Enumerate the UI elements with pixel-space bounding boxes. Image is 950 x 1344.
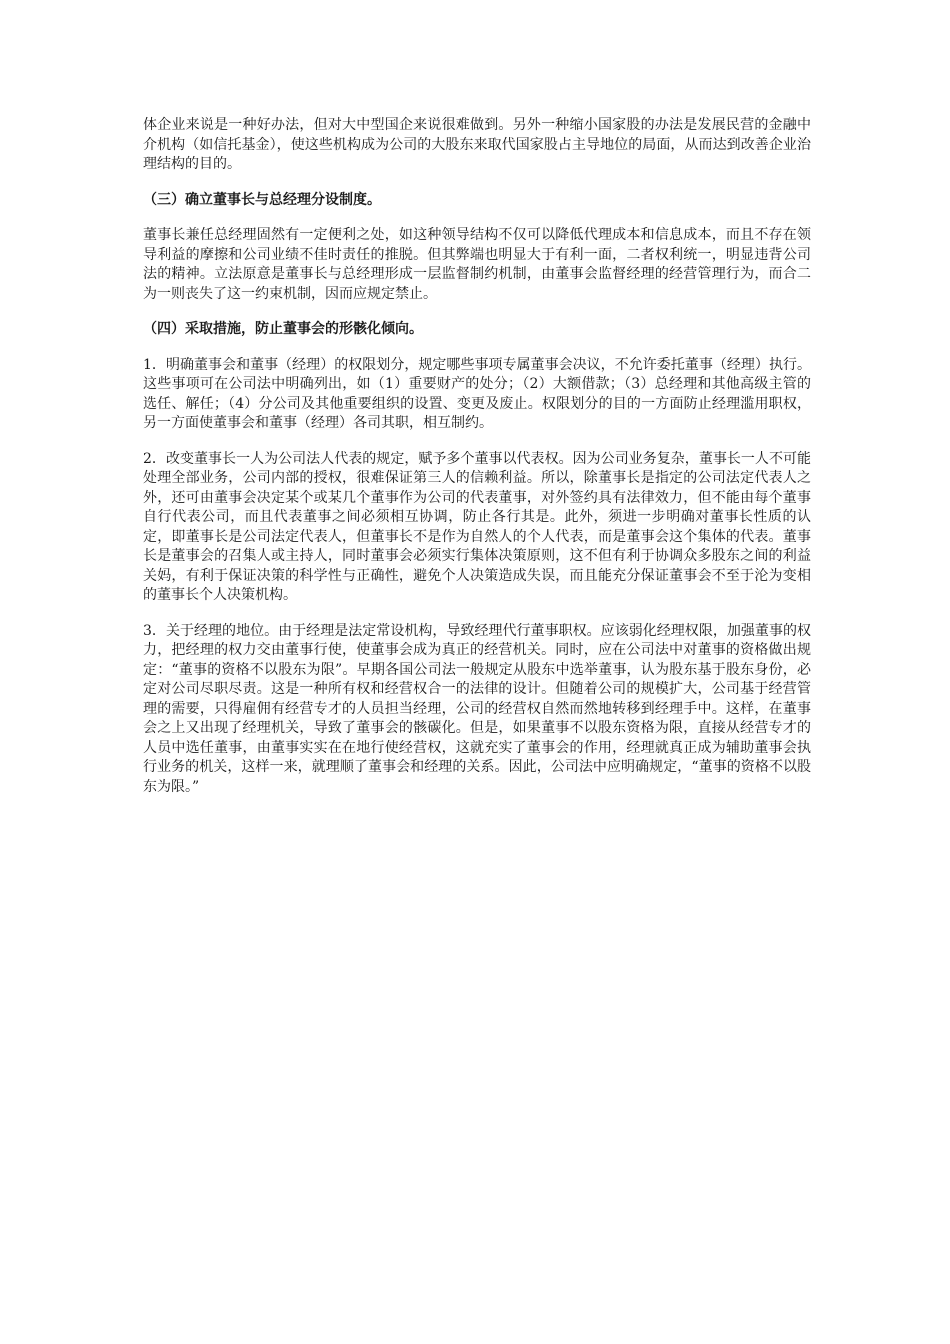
document-page (143, 116, 811, 813)
paragraph-chairman-ceo: 董事长兼任总经理固然有一定便利之处，如这种领导结构不仅可以降低代理成本和信息成本，而且不存在领导利益的摩擦和公司业绩不佳时责任的推脱。但其弊端也明显大于有利一面，二者权利统一，明显违背公司法的精神。立法原意是董事长与总经理形成一层监督制约机制，由董事会监督经理的经营管理行为，而合二为一则丧失了这一约束机制，因而应规定禁止。 (143, 227, 811, 302)
paragraph-intro: 体企业来说是一种好办法，但对大中型国企来说很难做到。另外一种缩小国家股的办法是发展民营的金融中介机构（如信托基金），使这些机构成为公司的大股东来取代国家股占主导地位的局面，从而达到改善企业治理结构的目的。 (143, 117, 811, 172)
section-heading-3: （三）确立董事长与总经理分设制度。 (143, 191, 381, 208)
paragraph-item-1: 1．明确董事会和董事（经理）的权限划分，规定哪些事项专属董事会决议，不允许委托董事（经理）执行。这些事项可在公司法中明确列出，如（1）重要财产的处分；（2）大额借款；（3）总经理和其他高级主管的选任、解任；（4）分公司及其他重要组织的设置、变更及废止。权限划分的目的一方面防止经理滥用职权，另一方面使董事会和董事（经理）各司其职，相互制约。 (143, 356, 811, 431)
paragraph-item-2: 2．改变董事长一人为公司法人代表的规定，赋予多个董事以代表权。因为公司业务复杂，董事长一人不可能处理全部业务，公司内部的授权，很难保证第三人的信赖利益。所以，除董事长是指定的公司法定代表人之外，还可由董事会决定某个或某几个董事作为公司的代表董事，对外签约具有法律效力，但不能由每个董事自行代表公司，而且代表董事之间必须相互协调，防止各行其是。此外，须进一步明确对董事长性质的认定，即董事长是公司法定代表人，但董事长不是作为自然人的个人代表，而是董事会这个集体的代表。董事长是董事会的召集人或主持人，同时董事会必须实行集体决策原则，这不但有利于协调众多股东之间的利益关妈，有利于保证决策的科学性与正确性，避免个人决策造成失误，而且能充分保证董事会不至于沦为变相的董事长个人决策机构。 (143, 450, 811, 603)
section-heading-4: （四）采取措施，防止董事会的形骸化倾向。 (143, 321, 423, 337)
paragraph-item-3: 3．关于经理的地位。由于经理是法定常设机构，导致经理代行董事职权。应该弱化经理权限，加强董事的权力，把经理的权力交由董事行使，使董事会成为真正的经营机关。同时，应在公司法中对董事的资格做出规定：“董事的资格不以股东为限”。早期各国公司法一般规定从股东中选举董事，认为股东基于股东身份，必定对公司尽职尽责。这是一种所有权和经营权合一的法律的设计。但随着公司的规模扩大，公司基于经营管理的需要，只得雇佣有经营专才的人员担当经理，公司的经营权自然而然地转移到经理手中。这样，在董事会之上又出现了经理机关，导致了董事会的骸碳化。但是，如果董事不以股东资格为限，直接从经营专才的人员中选任董事，由董事实实在在地行使经营权，这就充实了董事会的作用，经理就真正成为辅助董事会执行业务的机关，这样一来，就理顺了董事会和经理的关系。因此，公司法中应明确规定，“董事的资格不以股东为限。” (143, 622, 811, 795)
